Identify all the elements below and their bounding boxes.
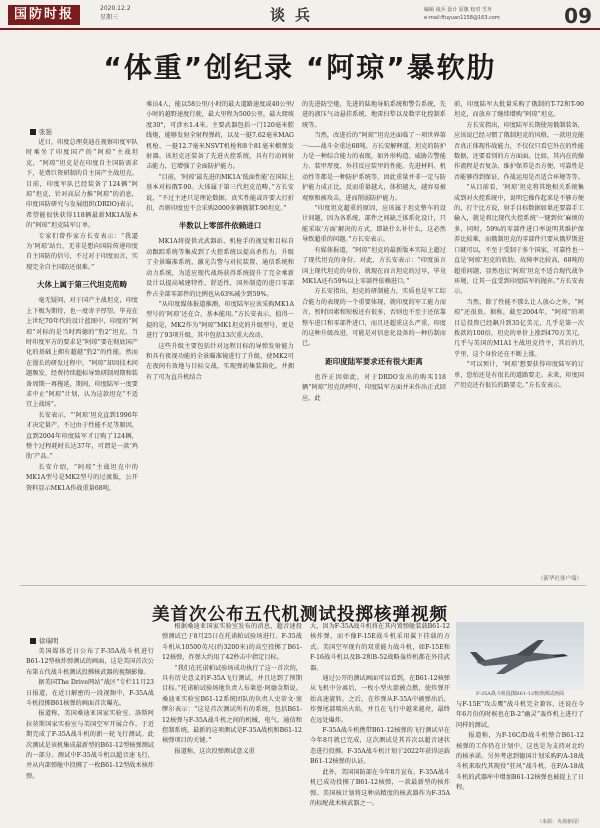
section-title: 谈兵 bbox=[270, 6, 321, 24]
staff-credits: 编辑 谈兵 设计 原旗 校对 雪舟 bbox=[424, 7, 492, 13]
paragraph: 美国媒体近日公布了F-35A战斗机进行B61-12型核炸弹测试的画面，这是美国首次公布第五代战斗机测试投掷核武器的视频影像。 bbox=[26, 648, 154, 676]
paragraph: MK1A将提供式武器站、机枪手的视觉和目标自动跟踪系统等集成到了火控系统以提高杀伤力，升级了全景瞄准系统、激光告警与对抗装置、通信系统和动力系统，为适应现代战场获得系统提升了完全乘新设计以提高城建特性、舒适性，国外制造的进口零部件占全部零部件的比例也从63%减少到59%。 bbox=[146, 238, 294, 298]
article-2-column-4 bbox=[456, 700, 584, 823]
paragraph: “目前，‘阿琼’最先进的MK1A‘低面性能’在国际上基本对标俄T-90。大体属于第三代坦克范畴，”方长安说，“不过主述只是理论数据，真实性能或许要大打折扣，否则印度也不会采购2000多辆俄制T-90坦克。” bbox=[146, 173, 294, 213]
paragraph: 报道称，美国桑迪亚国家实验室、洛斯阿拉莫斯国家实验室与美国空军开展合作，于近期完成了F-35A战斗机的新一轮飞行测试。此次测试是该机集成最新型的B61-12型核弹测试的一部分。测试中F-35战斗机以超音速飞行，并从内部弹舱中投掷了一枚B61-12型战术核炸弹。 bbox=[26, 710, 154, 780]
paragraph: 乘员4人，能以58公里/小时的最大道路速度或40公里/小时的越野速度行驶，最大里程为500公里，最大爬坡度30°，可涉水1.4米。主要武器包括一门120毫米膛线炮，能够发射全射程弹药，以及一挺7.62毫米MAG机枪、一挺12.7毫米NSVT机枪和8个81毫米榴弹发射器。该坦克还装备了先进火控系统，具有行动间射击能力，它增强了全面防护能力。 bbox=[146, 101, 294, 171]
paragraph: 也许正因如此，对于DRDO发出的购买118辆“阿琼”坦克的呼吁，印度陆军方面并未作出正式回应。此 bbox=[302, 373, 446, 402]
paragraph: 长安介绍，“阿琼”主战坦克中的MK1A型号是MK2型号的过渡版，公开资料显示MK1A作战重量68吨， bbox=[26, 463, 138, 492]
article-1-headline: “体重”创纪录 “阿琼”暴软肋 bbox=[103, 51, 497, 84]
paragraph: “从目前看，‘阿琼’坦克将其绝相关系统集成到对火控系统中，说明它操作起来是不够方便的，打个比方说，射手目标数据如果还要靠手工输入，就是将比现代火控系统‘一键到位’麻烦的多，同时，59%的零部件进口率说明其维护保养比较难，而俄制坦克的零部件只要从俄罗斯进口就可以，不至于受制于多个国家，可靠性也一直是‘阿琼’坦克的软肋，故障率比较高，68吨的超重问题，显然也让‘阿琼’坦克不适合现代战争环境，让其一直受到印度陆军的抛弃。”方长安表示。 bbox=[454, 184, 584, 296]
paragraph: 方长安指出，印度陆军长期使用俄制装备，应该说已经习惯了俄制坦克的风格，一款坦克能否真正体现作战能力，不仅仅只看它外在的性能数据，还要看别的方方面面。比如，其内在的操作流程是否复杂、维护保养是否方便、可靠性是否能够得到保证，作战运用是否适合环境等等。 bbox=[454, 121, 584, 181]
paragraph: 据美国The Drive网站“战区”专栏11月23日报道，在近日解密的一段视频中，F-35A战斗机投掷B61核弹的画面首次曝光。 bbox=[26, 679, 154, 708]
paragraph: 的先进防空炮、先进的陆地导航系统和警告系统，先进的液压气动悬挂系统、地雷扫犁以及数字化控制系统等。 bbox=[302, 101, 446, 129]
paragraph: 当然，改进后的“阿琼”坦克还面临了一项世界第一——战斗全重达68吨。方长安解释道，坦克的防护力是一种综合能力的表现，如外形构造、威胁告警能力、装甲厚度、外挂反应装甲的性能、先进材料、机动性等都是一种防护系统等，因此重量并非一定与防护能力成正比，反而重量越大，体积越大，越容易被观察和被攻击，进而削弱防护能力。 bbox=[302, 132, 446, 202]
article-1-column-3 bbox=[302, 100, 446, 578]
paragraph: 近日，印度总理莫迪在视察印度军队时乘坐了印度国产的“阿琼”主战坦克，“阿琼”坦克是在印度自主国防需求下，花费巨资研制的自主国产主战坦克。目前，印度军队已经装备了124辆“阿琼”坦克，针对高层力推“阿琼”的消息，印度国防研究与发展组织(DRDO)表示，希望能很快获得118辆最新MK1A版本的“阿琼”坦克陆军订单。 bbox=[26, 139, 138, 230]
f35-jet-photo bbox=[456, 622, 584, 690]
article-1-column-1 bbox=[26, 138, 138, 578]
paragraph: 与F-15E“攻击鹰”战斗机完全兼容，还说在今年6月份的时候也在B-2“幽灵”轰炸机上进行了同样的测试。 bbox=[456, 701, 584, 729]
paragraph: 方长安指出，坦克的研制能力，实质也是军工综合能力的表现的一个重要体现，就印度的军工能力而言，暂时因素和短板还有很多，否则也不至于还依靠整车进口和零部件进口，而且还超重这么严重，印度的这种升级改进，可能是对信息化设备的一种仿制而已。 bbox=[302, 288, 446, 348]
article-1-column-2 bbox=[146, 100, 294, 578]
article-divider bbox=[20, 585, 586, 586]
issue-date-block bbox=[100, 4, 131, 22]
article-2-author: 徐瑞明 bbox=[39, 637, 59, 645]
page-number: 09 bbox=[564, 4, 592, 28]
editorial-staff bbox=[424, 6, 564, 22]
subheading-distance: 距印度陆军要求还有很大距离 bbox=[325, 356, 423, 366]
paragraph: 报道称，为F-16C/D战斗机整合B61-12核弹的工作仍在计划中，这也是为支持对北约的核承诺。另外考虑到德国计划采购F/A-18战斗机来取代其现役“狂风”战斗机，在F/A-18战斗机的武器库中增加B61-12核弹也被提上了日程。 bbox=[456, 732, 584, 792]
article-1-author: 张强 bbox=[39, 128, 52, 136]
paragraph: F-35A战斗机携带B61-12核弹的飞行测试早在今年8月就已完成，这次测试是其首次以超音速状态进行投掷。F-35A战斗机计划于2022年获得运载B61-12核弹的认证。 bbox=[310, 727, 450, 766]
article-2-column-3 bbox=[310, 622, 450, 823]
page-header bbox=[0, 0, 600, 30]
paragraph: 这些升级主要包括针对远程目标的导弹发射能力和具有夜视功能的全景瞄准镜进行了升级，使MK2可在夜间有效地与目标交战，实现弹药集装箱化，并拥有了可为直升机结合 bbox=[146, 342, 294, 381]
article-2-column-1 bbox=[26, 647, 154, 823]
newspaper-logo: 国防时报 bbox=[8, 5, 80, 25]
subheading-third-gen: 大体上属于第三代坦克范畴 bbox=[37, 280, 127, 290]
contact-email: e-mail:ffuyuan1158@163.com bbox=[424, 15, 500, 21]
paragraph: “印度坦克超重的原因，应该属于坦克整车的设计问题，因为各系统、部件之间缺乏体系化设计，只能采取‘方面’解决的方式，即缺什么补什么，这必然导致超重的问题。”方长安表示。 bbox=[302, 205, 446, 244]
paragraph: 此外，美国国防部在今年8月宣布，F-35A战斗机已成功投掷了B61-12核弹，一款最新型的核炸弹。美国核计划将这种高精度的核武器作为F-35A的标配战术核武器之一。 bbox=[310, 768, 450, 807]
paragraph: 长安表示，“‘阿琼’坦克直到1996年才决定量产，不过由于性能不足等原因，直到2004年印度陆军才订购了124辆，整个过程耗时长达37年，可谓是一款‘鸡肋’产品。” bbox=[26, 411, 138, 461]
jet-illustration bbox=[456, 622, 584, 690]
article-2-headline: 美首次公布五代机测试投掷核弹视频 bbox=[152, 605, 448, 625]
paragraph: “从印度媒体报道推测，印度陆军应该采购MK1A型号的‘阿琼’还在合，基本能用。”方长安表示，值得一提的是，MK2作为“阿琼”MK1坦克的升级型号，更是进行了93项升级，其中包括13次重大改动。 bbox=[146, 300, 294, 340]
article-1-byline bbox=[30, 127, 52, 136]
paragraph: 专家们曾作家方长安表示：“我逼为‘阿琼’站台，无非是想向国际传递印度自主国防的信号，不过对于印度而言，实现完全自主国防还很难。” bbox=[26, 232, 138, 271]
subheading-imports: 半数以上零部件依赖进口 bbox=[178, 221, 262, 231]
paragraph: 毫无疑问，对于国产主战坦克，印度上下极为期待，也一度寄予厚望。毕竟在上世纪70年代的设计蓝图中，印度的“阿琼”对标的是当时西德的“豹2”坦克。当时印度军方的要求是“阿琼”要在彻底国产化的基础上拥有超越“豹2”的性能。然而在漫长的研发过程中，“阿琼”却因技术问题频发、经费持续超标导致研制周期和装备周期一再拖延，期间，印度陆军一度要求中止“阿琼”计划，认为这款坦克“不适宜上战场”。 bbox=[26, 297, 138, 409]
byline-square-icon bbox=[30, 129, 36, 135]
paragraph: 有媒体报道，“阿琼”坦克的最新版本实际上超过了现代坦克的身份。对此，方长安表示：“印度虽言国上现代坦克的身份，就现在而言坦克的过早，毕竟MK1A还有59%以上零部件依赖进口。” bbox=[302, 246, 446, 285]
article-1-column-4 bbox=[454, 100, 584, 574]
paragraph: 根据桑迪亚国家实验室发布的消息，超音速投弹测试已于8月25日在托诺帕试验场进行。F-35战斗机从10500英尺(约3200米)的高空投掷了B61-12核弹，炸弹大约用了42秒击中指定目标。 bbox=[162, 623, 302, 662]
paragraph: 大，因为F-35A战斗机将在其内置弹舱装载B61-12核炸弹，而不像F-15E战斗机采用翼下挂载的方式。美国空军现有的双重能力战斗机，如F-15E和F-16战斗机以及B-2和B-52战略轰炸机都在外挂武器。 bbox=[310, 623, 450, 672]
issue-date: 2020.12.2 bbox=[100, 5, 131, 12]
article-2-source: （来源：央视新闻） bbox=[536, 819, 582, 825]
article-2-column-2 bbox=[162, 622, 302, 823]
paragraph: 当然，除了性能不那么让人放心之外，“阿琼”还很贵。据称，截至2004年，“阿琼”的项目总投资已经飙升到35亿美元，几乎是第一次拨款的100倍，坦克的单价上涨到470万美元，几乎与美国的M1A1主战坦克持平，其后的几乎里，这个身价还在不断上涨。 bbox=[454, 298, 584, 358]
article-2-byline bbox=[30, 636, 59, 645]
paragraph: “我们在托诺帕试验场成功执行了这一首次的，具有历史意义的F-35A飞行测试，并且达到了预期目标。”托诺帕试验场地负责人布莱恩·阿德金斯说。桑迪亚实验室B61-12系统团队的负责人史蒂文·塞缪尔表示：“这是首次测试所有的系统，包括B61-12核弹与F-35A战斗机之间的机械、电气、通信和控制系统。最新的这项测试是F-35A战机和B61-12核弹项目的关键。” bbox=[162, 664, 302, 745]
photo-caption: F-35A战斗机投掷B61-12核弹测试画面 bbox=[476, 691, 564, 697]
paragraph: “可以预计，‘阿琼’想要获得印度陆军的订单，恐怕还是有很长的道路要走。未来，印度国产坦克还有很长的路要走。”方长安表示。 bbox=[454, 361, 584, 389]
paragraph: 前，印度陆军大批量采购了俄制的T-72和T-90坦克，而放弃了继续增购“阿琼”坦克。 bbox=[454, 101, 584, 119]
article-1-source: （新华社客户端） bbox=[537, 576, 582, 582]
byline-square-icon bbox=[30, 638, 36, 644]
paragraph: 通过公开的测试画面可以看到，在B61-12核弹从飞机中分离后，一枚小型火箭被点燃，使炸弹开始高速旋转。之后，在炸弹从F-35A中被弹出后，炸弹尾部喷出火焰，并且在飞行中越来越亮，最终在远处爆炸。 bbox=[310, 675, 450, 724]
paragraph: 报道称，这次投弹测试意义重 bbox=[174, 747, 255, 755]
issue-weekday: 星期三 bbox=[100, 14, 119, 21]
